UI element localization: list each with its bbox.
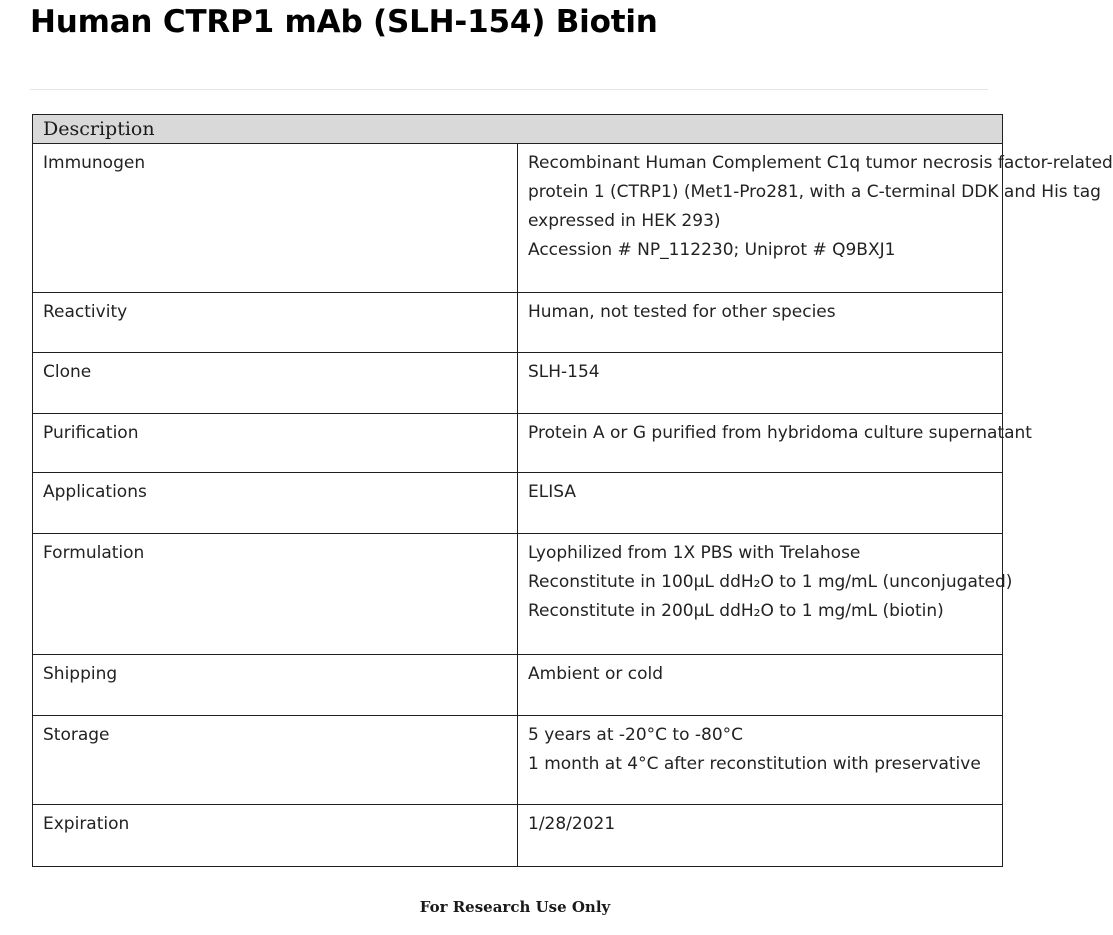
value-line: Protein A or G purified from hybridoma culture supernatant xyxy=(528,423,1032,443)
value-line: SLH-154 xyxy=(528,362,600,382)
table-row xyxy=(33,534,1003,655)
value-line: Lyophilized from 1X PBS with Trelahose xyxy=(528,543,861,563)
table-row xyxy=(33,716,1003,805)
table-row xyxy=(33,293,1003,353)
row-value-formulation xyxy=(518,534,1013,655)
value-line: protein 1 (CTRP1) (Met1-Pro281, with a C-terminal DDK and His tag xyxy=(528,182,1101,202)
row-label-reactivity: Reactivity xyxy=(33,293,518,353)
row-label-immunogen: Immunogen xyxy=(33,144,518,293)
value-line: 1/28/2021 xyxy=(528,814,616,834)
table-row xyxy=(33,655,1003,716)
row-label-purification: Purification xyxy=(33,414,518,473)
value-line: Ambient or cold xyxy=(528,664,664,684)
row-value-clone xyxy=(518,353,1003,414)
value-line: expressed in HEK 293) xyxy=(528,211,721,231)
table-header-row xyxy=(33,115,1003,144)
table-row xyxy=(33,473,1003,534)
row-value-storage xyxy=(518,716,1003,805)
row-value-reactivity xyxy=(518,293,1003,353)
row-value-expiration xyxy=(518,805,1003,867)
row-value-purification xyxy=(518,414,1032,473)
row-label-formulation: Formulation xyxy=(33,534,518,655)
row-label-applications: Applications xyxy=(33,473,518,534)
row-label-expiration: Expiration xyxy=(33,805,518,867)
value-line: ELISA xyxy=(528,482,576,502)
row-value-shipping xyxy=(518,655,1003,716)
footer-note: For Research Use Only xyxy=(419,898,611,916)
row-value-applications xyxy=(518,473,1003,534)
value-line: 1 month at 4°C after reconstitution with preservative xyxy=(528,754,981,774)
value-line: Recombinant Human Complement C1q tumor necrosis factor-related xyxy=(528,153,1113,173)
title-divider xyxy=(30,89,988,90)
value-line: 5 years at -20°C to -80°C xyxy=(528,725,744,745)
value-line: Reconstitute in 200µL ddH₂O to 1 mg/mL (biotin) xyxy=(528,601,944,621)
table-row xyxy=(33,353,1003,414)
value-line: Human, not tested for other species xyxy=(528,302,836,322)
table-row xyxy=(33,414,1003,473)
page-title: Human CTRP1 mAb (SLH-154) Biotin xyxy=(30,4,658,40)
row-label-storage: Storage xyxy=(33,716,518,805)
row-label-clone: Clone xyxy=(33,353,518,414)
table-row xyxy=(33,144,1003,293)
description-table xyxy=(32,114,1113,867)
value-line: Accession # NP_112230; Uniprot # Q9BXJ1 xyxy=(528,240,896,260)
table-row xyxy=(33,805,1003,867)
row-value-immunogen xyxy=(518,144,1113,293)
table-header: Description xyxy=(33,115,1003,144)
value-line: Reconstitute in 100µL ddH₂O to 1 mg/mL (unconjugated) xyxy=(528,572,1013,592)
row-label-shipping: Shipping xyxy=(33,655,518,716)
